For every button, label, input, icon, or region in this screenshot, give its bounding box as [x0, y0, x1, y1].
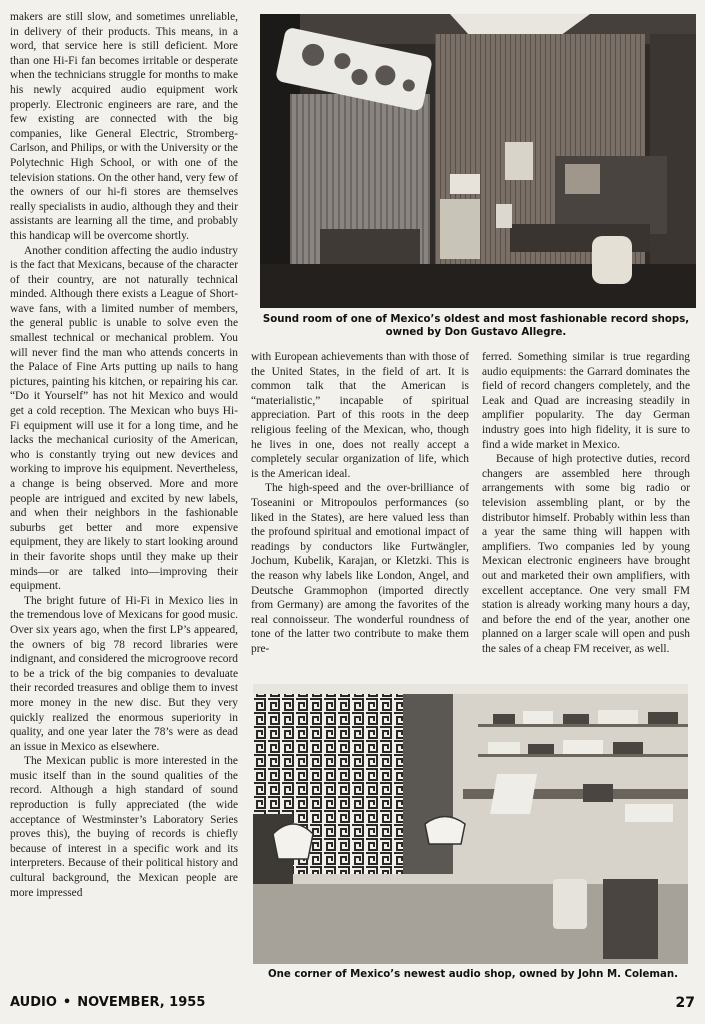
audio-shop-illustration	[253, 684, 688, 964]
photo-caption: One corner of Mexico’s newest audio shop, owned by John M. Coleman.	[268, 969, 678, 980]
paragraph: Because of high protective duties, record changers are assembled here through arrangements with some big radio or television assembling plant, or by the distributor himself. Probably within less than a year the same thing will happen with amplifiers. Two companies led by young Mexican electronic engineers have brought out and marketed their own amplifiers, with excellent acceptance. One very small FM station is already working many hours a day, and before the end of the year, another one planned on a larger scale will open and push the sales of a cheap FM receiver, as well.	[482, 453, 690, 655]
magazine-name: AUDIO	[10, 995, 57, 1010]
photo-caption: Sound room of one of Mexico’s oldest and most fashionable record shops, owned by Don Gustavo Allegre.	[262, 314, 690, 338]
paragraph: The bright future of Hi-Fi in Mexico lies in the tremendous love of Mexicans for good music. Over six years ago, when the first LP’s appeared, the owners of big 78 record libraries were indignant, and considered the microgroove record to be a trick of the big companies to devaluate their recorded treasures and oblige them to invest more money in the new disc. But they very quickly realized the enormous superiority in quality, and one year later the 78’s were as dead an issue in Mexico as elsewhere.	[10, 594, 238, 753]
issue-date: NOVEMBER, 1955	[77, 995, 206, 1010]
paragraph: The Mexican public is more interested in the music itself than in the sound qualities of the record. Although a high standard of sound reproduction is fully appreciated (the wide acceptance of Westminster’s Laboratory Series proves this), the buying of records is chiefly because of interest in a specific work and its interpreters. Because of their political history and cultural background, the Mexican people are more impressed	[10, 755, 238, 899]
paragraph: Another condition affecting the audio industry is the fact that Mexicans, because of the character of their country, are not naturally technical minded. Although there exists a League of Short-wave fans, with a limited number of members, the general public is unable to solve even the smallest technical or mechanical problem. You will never find the man who attends concerts in the Palace of Fine Arts putting up nails to hang pictures, painting his kitchen, or repairing his car. “Do it Yourself” has not hit Mexico and would get a cold reception. The Mexican who buys Hi-Fi equipment will use it for a long time, and he lacks the mechanical curiosity of the American, who is constantly trying out new devices and working to improve his equipment. Nevertheless, a change is being observed. More and more people are intrigued and excited by new labels, and when their neighbors in the fashionable suburbs get better and more expensive equipment, they are likely to start looking around in their favorite shops until they make up their minds—or are talked into—improving their equipment.	[10, 244, 238, 593]
page-number: 27	[675, 995, 695, 1011]
paragraph: makers are still slow, and sometimes unreliable, in delivery of their products. This means, in a word, that service here is still deficient. More than one Hi-Fi fan becomes irritable or desperate when the technicians struggle for months to make his newly acquired audio equipment work properly. Electronic engineers are rare, and the few existing are connected with the big companies, like General Electric, Stromberg-Carlson, and Philips, or with the University or the Polytechnic High School, or with one of the television stations. On the other hand, very few of the owners of our hi-fi stores are themselves really specialists in audio, although they and their assistants are learning all the time, and probably this handicap will be overcome shortly.	[10, 11, 238, 242]
article-column-3	[482, 350, 690, 676]
article-column-2	[251, 350, 469, 676]
paragraph: The high-speed and the over-brilliance of Toseanini or Mitropoulos performances (so liked in the States), are here valued less than the profound spiritual and emotional impact of readings by conductors like Furtwängler, Jochum, Kubelik, Karajan, or Kletzki. This is the reason why labels like London, Angel, and Deutsche Grammophon (imported directly from Germany) are among the favorites of the real connoisseur. The wonderful roundness of tone of the latter two contribute to make them pre-	[251, 482, 469, 655]
running-footer	[10, 995, 205, 1010]
audio-shop-photo	[253, 684, 688, 964]
article-column-1	[10, 10, 238, 982]
paragraph: with European achievements than with those of the United States, in the field of art. It is common talk that the American is “materialistic,” incapable of spiritual appreciation. Part of this roots in the deep religious feeling of the Mexican, who, though he lives in one, does not really accept a completely secular organization of life, which is the American ideal.	[251, 351, 469, 480]
paragraph: ferred. Something similar is true regarding audio equipments: the Garrard dominates the field of record changers completely, and the Leak and Quad are increasing steadily in amplifier popularity. The day German industry goes into high fidelity, it is sure to find a wide market in Mexico.	[482, 351, 690, 451]
sound-room-photo	[260, 14, 696, 308]
footer-bullet: •	[62, 995, 72, 1010]
sound-room-illustration	[260, 14, 696, 308]
